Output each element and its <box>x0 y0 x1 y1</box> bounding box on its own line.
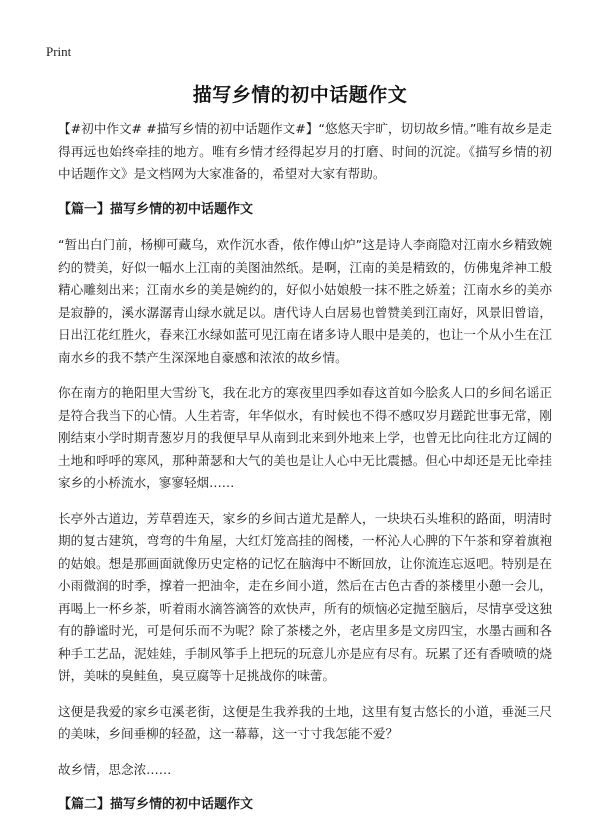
section-heading-1: 【篇一】描写乡情的初中话题作文 <box>58 201 254 217</box>
print-link[interactable]: Print <box>46 44 72 59</box>
paragraph: “暂出白门前，杨柳可藏乌，欢作沉水香，侬作傅山炉”这是诗人李商隐对江南水乡精致婉约的赞美，好似一幅水上江南的美图油然纸。是啊，江南的美是精致的，仿佛鬼斧神工般精心雕刻出来；江南水乡的美是婉约的，好似小姑娘般一抹不胜之娇羞；江南水乡的美亦是寂静的，溪水潺潺青山绿水就足以。唐代诗人白居易也曾赞美到江南好，风景旧曾谙，日出江花红胜火，春来江水绿如蓝可见江南在诸多诗人眼中是美的，也让一个从小生在江南水乡的我不禁产生深深地自豪感和浓浓的故乡情。 <box>58 237 552 365</box>
paragraph: 你在南方的艳阳里大雪纷飞，我在北方的寒夜里四季如春这首如今脍炙人口的乡间名谣正是符合我当下的心情。人生若寄，年华似水，有时候也不得不感叹岁月蹉跎世事无常，刚刚结束小学时期青葱岁月的我便早早从南到北来到外地来上学，也曾无比向往北方辽阔的土地和呼呼的寒风，那种萧瑟和大气的美也是让人心中无比震撼。但心中却还是无比牵挂家乡的小桥流水，寥寥轻烟…… <box>58 385 552 490</box>
article-body <box>58 118 552 830</box>
section-heading-2: 【篇二】描写乡情的初中话题作文 <box>58 797 254 812</box>
intro-paragraph: 【#初中作文# #描写乡情的初中话题作文#】“悠悠天宇旷，切切故乡情。”唯有故乡是走得再远也始终牵挂的地方。唯有乡情才经得起岁月的打磨、时间的沉淀。《描写乡情的初中话题作文》是文档网为大家准备的，希望对大家有帮助。 <box>58 121 552 181</box>
paragraph: 长亭外古道边，芳草碧连天，家乡的乡间古道尤是醉人，一块块石头堆积的路面，明清时期的复古建筑，弯弯的牛角屋，大红灯笼高挂的阁楼，一杯沁人心脾的下午茶和穿着旗袍的姑娘。想是那画面就像历史定格的记忆在脑海中不断回放，让你流连忘返吧。特别是在小雨微润的时季，撑着一把油伞，走在乡间小道，然后在古色古香的茶楼里小憩一会儿，再喝上一杯乡茶，听着雨水滴答滴答的欢快声，所有的烦恼必定抛至脑后，尽情享受这独有的静谧时光，可是何乐而不为呢？除了茶楼之外，老店里多是文房四宝，水墨古画和各种手工艺品，泥娃娃，手制风筝手上把玩的玩意儿亦是应有尽有。玩累了还有香喷喷的烧饼，美味的臭鲑鱼，臭豆腐等十足挑战你的味蕾。 <box>58 510 552 683</box>
paragraph: 这便是我爱的家乡屯溪老街，这便是生我养我的土地，这里有复古悠长的小道，垂涎三尺的美味，乡间垂柳的轻盈，这一幕幕，这一寸寸我怎能不爱？ <box>58 703 552 741</box>
paragraph: 故乡情，思念浓…… <box>58 761 172 777</box>
page-title: 描写乡情的初中话题作文 <box>192 84 408 106</box>
